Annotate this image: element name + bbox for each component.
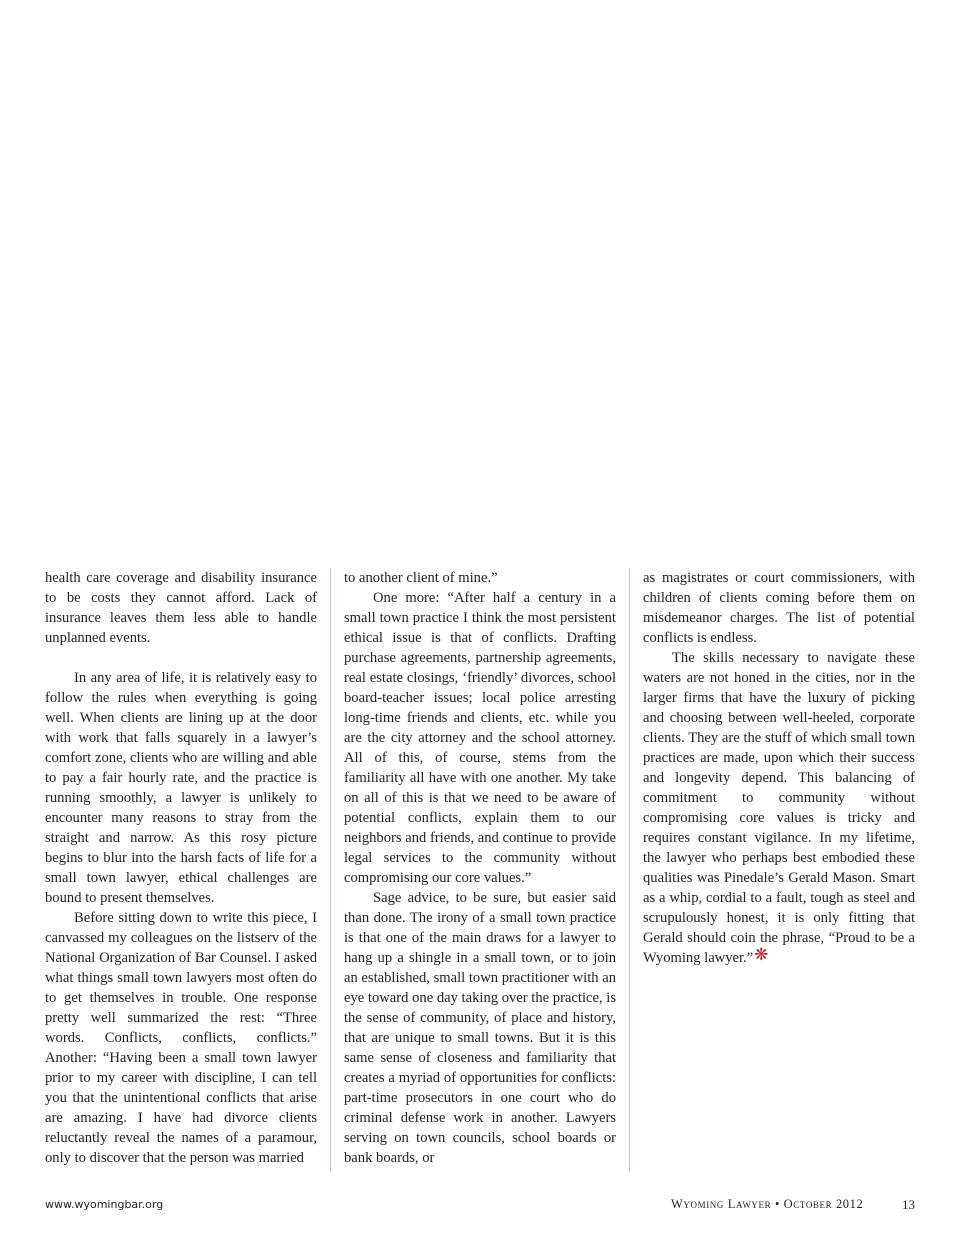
article-column-3: [643, 568, 915, 968]
column-divider: [629, 568, 630, 1171]
paragraph-text: The skills necessary to navigate these waters are not honed in the cities, nor in the larger firms that have the luxury of picking and choosing between well-heeled, corporate clients. They are the stuff of which small town practices are made, upon which their success and longevity depend. This balancing of commitment to community without compromising core values is tricky and requires constant vigilance. In my lifetime, the lawyer who perhaps best embodied these qualities was Pinedale’s Gerald Mason. Smart as a whip, cordial to a fault, tough as steel and scrupulously honest, it is only fitting that Gerald should coin the phrase, “Proud to be a Wyoming lawyer.”: [643, 650, 915, 966]
paragraph: as magistrates or court commissioners, with children of clients coming before them on misdemeanor charges. The list of potential conflicts is endless.: [643, 570, 915, 646]
paragraph-final: [643, 648, 915, 968]
page-number: 13: [902, 1197, 915, 1212]
paragraph: Before sitting down to write this piece, I canvassed my colleagues on the listserv of the National Organization of Bar Counsel. I asked what things small town lawyers most often do to get themselves in trouble. One response pretty well summarized the rest: “Three words. Conflicts, conflicts, conflicts.” Another: “Having been a small town lawyer prior to my career with discipline, I can tell you that the unintentional conflicts that arise are amazing. I have had divorce clients reluctantly reveal the names of a paramour, only to discover that the person was married: [45, 910, 317, 1166]
paragraph: health care coverage and disability insurance to be costs they cannot afford. Lack of insurance leaves them less able to handle unplanned events.: [45, 570, 317, 646]
end-of-article-icon: ❋: [754, 945, 769, 965]
paragraph: Sage advice, to be sure, but easier said than done. The irony of a small town practice is that one of the main draws for a lawyer to hang up a shingle in a small town, or to join an established, small town practitioner with an eye toward one day taking over the practice, is the sense of community, of place and history, that are unique to small towns. But it is this same sense of closeness and familiarity that creates a myriad of opportunities for conflicts: part-time prosecutors in one court who do criminal defense work in another. Lawyers serving on town councils, school boards or bank boards, or: [344, 890, 616, 1166]
paragraph: One more: “After half a century in a small town practice I think the most persistent ethical issue is that of conflicts. Drafting purchase agreements, partnership agreements, real estate closings, ‘friendly’ divorces, school board-teacher issues; local police arresting long-time friends and clients, etc. while you are the city attorney and the school attorney. All of this, of course, stems from the familiarity all have with one another. My take on all of this is that we need to be aware of potential conflicts, explain them to our neighbors and friends, and continue to provide legal services to the community without compromising our core values.”: [344, 590, 616, 886]
paragraph: to another client of mine.”: [344, 570, 498, 586]
article-column-1: [45, 568, 317, 1168]
column-divider: [330, 568, 331, 1171]
paragraph: In any area of life, it is relatively easy to follow the rules when everything is going well. When clients are lining up at the door with work that falls squarely in a lawyer’s comfort zone, clients who are willing and able to pay a fair hourly rate, and the practice is running smoothly, a lawyer is unlikely to encounter many reasons to stray from the straight and narrow. As this rosy picture begins to blur into the harsh facts of life for a small town lawyer, ethical challenges are bound to present themselves.: [45, 670, 317, 906]
article-column-2: [344, 568, 616, 1168]
footer-magazine-issue: Wyoming Lawyer • October 2012: [671, 1197, 864, 1211]
footer-website-url: www.wyomingbar.org: [45, 1198, 164, 1211]
